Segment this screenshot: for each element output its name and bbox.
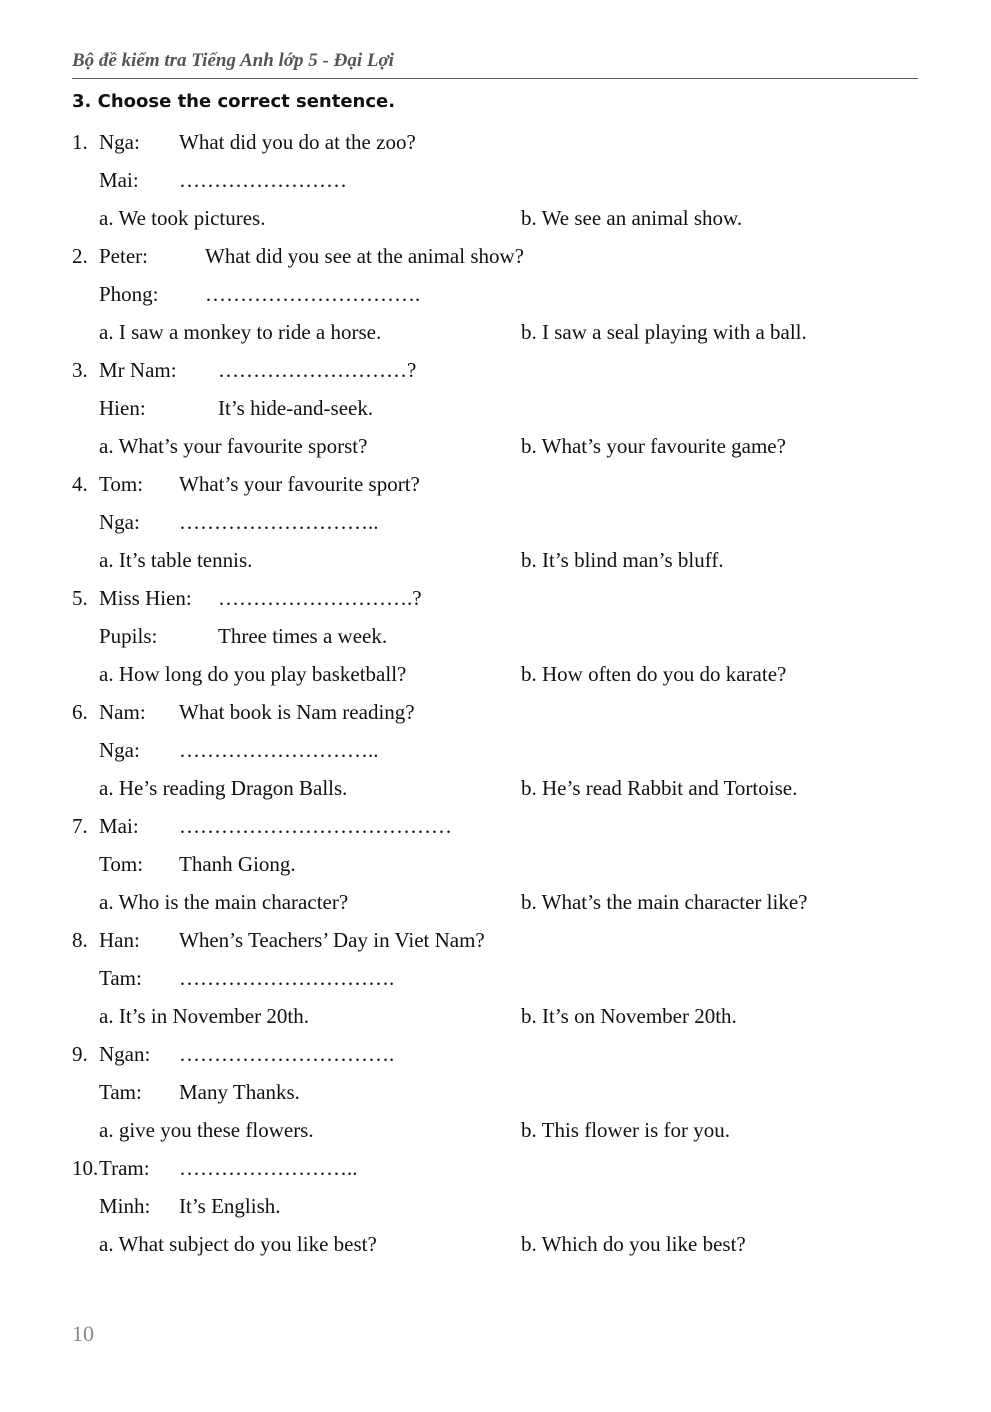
dialogue-line: What’s your favourite sport? [179,472,420,496]
speaker-label: Pupils: [99,624,158,648]
question-number: 8. [72,928,88,952]
speaker-label: Tam: [99,1080,142,1104]
dialogue-line: It’s hide-and-seek. [218,396,374,420]
option-b: b. Which do you like best? [521,1232,746,1256]
dialogue-line: What did you do at the zoo? [179,130,416,154]
speaker-label: Ngan: [99,1042,151,1066]
option-b: b. What’s your favourite game? [521,434,786,458]
option-a: a. He’s reading Dragon Balls. [99,776,348,800]
speaker-label: Miss Hien: [99,586,192,610]
dialogue-line: Many Thanks. [179,1080,300,1104]
question-number: 5. [72,586,88,610]
section-title: 3. Choose the correct sentence. [72,91,396,112]
speaker-label: Nga: [99,738,140,762]
option-b: b. What’s the main character like? [521,890,808,914]
dialogue-line: It’s English. [179,1194,281,1218]
option-b: b. He’s read Rabbit and Tortoise. [521,776,798,800]
dialogue-line: …………………… [179,168,347,192]
speaker-label: Hien: [99,396,146,420]
option-a: a. Who is the main character? [99,890,349,914]
dialogue-line: ……………………….? [218,586,422,610]
page-number: 10 [72,1321,94,1346]
speaker-label: Tom: [99,472,144,496]
dialogue-line: …………………………. [179,966,395,990]
dialogue-line: Thanh Giong. [179,852,296,876]
speaker-label: Nga: [99,130,140,154]
speaker-label: Mai: [99,168,139,192]
dialogue-line: …………………….. [179,1156,358,1180]
dialogue-line: What did you see at the animal show? [205,244,524,268]
speaker-label: Tom: [99,852,144,876]
speaker-label: Mr Nam: [99,358,177,382]
option-b: b. This flower is for you. [521,1118,731,1142]
speaker-label: Peter: [99,244,148,268]
option-a: a. We took pictures. [99,206,266,230]
option-b: b. I saw a seal playing with a ball. [521,320,807,344]
dialogue-line: …………………………. [205,282,421,306]
speaker-label: Phong: [99,282,159,306]
question-number: 4. [72,472,88,496]
question-number: 10. [72,1156,99,1180]
option-a: a. What’s your favourite sporst? [99,434,368,458]
dialogue-line: ………………………? [218,358,417,382]
question-number: 7. [72,814,88,838]
speaker-label: Nam: [99,700,146,724]
speaker-label: Nga: [99,510,140,534]
dialogue-line: When’s Teachers’ Day in Viet Nam? [179,928,485,952]
option-b: b. It’s on November 20th. [521,1004,737,1028]
dialogue-line: ……………………….. [179,510,379,534]
question-number: 6. [72,700,88,724]
option-b: b. We see an animal show. [521,206,743,230]
dialogue-line: …………………………. [179,1042,395,1066]
option-a: a. It’s table tennis. [99,548,253,572]
speaker-label: Tam: [99,966,142,990]
dialogue-line: ……………………….. [179,738,379,762]
option-a: a. I saw a monkey to ride a horse. [99,320,382,344]
question-number: 3. [72,358,88,382]
option-a: a. give you these flowers. [99,1118,314,1142]
option-a: a. How long do you play basketball? [99,662,407,686]
question-number: 9. [72,1042,88,1066]
speaker-label: Minh: [99,1194,151,1218]
dialogue-line: What book is Nam reading? [179,700,415,724]
option-a: a. What subject do you like best? [99,1232,377,1256]
dialogue-line: ………………………………… [179,814,452,838]
dialogue-line: Three times a week. [218,624,388,648]
speaker-label: Han: [99,928,140,952]
speaker-label: Tram: [99,1156,150,1180]
option-b: b. It’s blind man’s bluff. [521,548,724,572]
option-b: b. How often do you do karate? [521,662,787,686]
question-number: 1. [72,130,88,154]
speaker-label: Mai: [99,814,139,838]
question-number: 2. [72,244,88,268]
option-a: a. It’s in November 20th. [99,1004,309,1028]
running-header: Bộ đề kiểm tra Tiếng Anh lớp 5 - Đại Lợi [72,50,918,79]
